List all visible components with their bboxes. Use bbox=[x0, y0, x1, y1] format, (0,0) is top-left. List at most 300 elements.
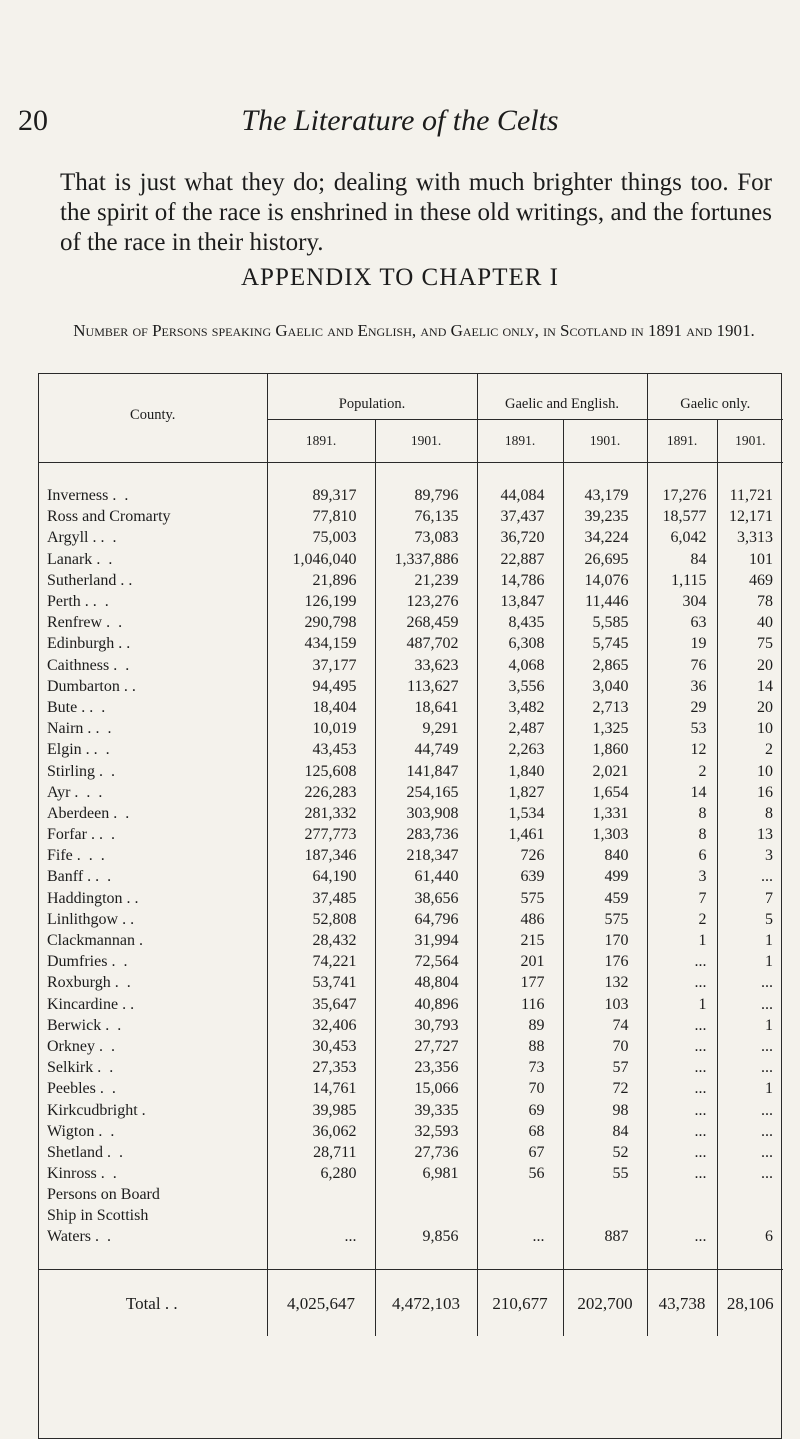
county-name: Sutherland . bbox=[47, 571, 125, 589]
body-paragraph: That is just what they do; dealing with much brighter things too. For the spirit of the race is enshrined in these old writings, and the fortunes of the race in their history. bbox=[60, 169, 772, 256]
gaelic-only-1901-cell: 101 bbox=[717, 549, 783, 570]
gaelic-only-1901-cell: ... bbox=[717, 994, 783, 1015]
county-name-line bbox=[47, 1226, 267, 1247]
gaelic-english-1891-cell: 639 bbox=[477, 866, 563, 887]
gaelic-only-1891-cell: ... bbox=[647, 951, 717, 972]
leader-dots: . bbox=[134, 889, 141, 907]
gaelic-only-1891-header: 1891. bbox=[647, 420, 717, 463]
gaelic-english-1891-cell: 36,720 bbox=[477, 527, 563, 548]
gaelic-only-1891-cell: ... bbox=[647, 1099, 717, 1120]
gaelic-only-1891-cell: 18,577 bbox=[647, 506, 717, 527]
population-1901-cell: 89,796 bbox=[375, 485, 477, 506]
table-row bbox=[39, 697, 783, 718]
table-row bbox=[39, 909, 783, 930]
total-gaelic-english-1901-cell: 202,700 bbox=[563, 1270, 647, 1337]
table-row bbox=[39, 951, 783, 972]
county-cell bbox=[39, 1036, 267, 1057]
population-1891-cell: 36,062 bbox=[267, 1121, 375, 1142]
county-header: County. bbox=[39, 374, 267, 463]
population-1891-cell: 21,896 bbox=[267, 570, 375, 591]
gaelic-only-1891-cell: 36 bbox=[647, 676, 717, 697]
leader-dots: . . bbox=[95, 868, 114, 886]
population-1901-cell: 18,641 bbox=[375, 697, 477, 718]
county-name: Waters bbox=[47, 1228, 92, 1246]
leader-dots: . . bbox=[113, 804, 132, 822]
gaelic-only-1891-cell: 84 bbox=[647, 549, 717, 570]
gaelic-english-1891-cell: 70 bbox=[477, 1078, 563, 1099]
gaelic-english-1901-cell: 1,303 bbox=[563, 824, 647, 845]
gaelic-only-1901-cell: 12,171 bbox=[717, 506, 783, 527]
table-row bbox=[39, 527, 783, 548]
gaelic-english-1891-cell: ... bbox=[477, 1184, 563, 1247]
population-1891-cell: 27,353 bbox=[267, 1057, 375, 1078]
gaelic-english-1891-header: 1891. bbox=[477, 420, 563, 463]
gaelic-english-1901-cell: 2,865 bbox=[563, 655, 647, 676]
county-name: Roxburgh bbox=[47, 974, 111, 992]
table-row bbox=[39, 1036, 783, 1057]
leader-dots: . . . bbox=[76, 847, 107, 865]
county-cell bbox=[39, 782, 267, 803]
table-row bbox=[39, 591, 783, 612]
gaelic-english-1901-cell: 103 bbox=[563, 994, 647, 1015]
table-row bbox=[39, 1142, 783, 1163]
population-1901-cell: 6,981 bbox=[375, 1163, 477, 1184]
county-cell bbox=[39, 591, 267, 612]
gaelic-only-1891-cell: 17,276 bbox=[647, 485, 717, 506]
population-1891-cell: 125,608 bbox=[267, 760, 375, 781]
gaelic-only-1891-cell: 2 bbox=[647, 760, 717, 781]
gaelic-only-1901-cell: 78 bbox=[717, 591, 783, 612]
gaelic-english-1901-cell: 3,040 bbox=[563, 676, 647, 697]
gaelic-english-1891-cell: 3,482 bbox=[477, 697, 563, 718]
gaelic-english-1901-cell: 5,745 bbox=[563, 633, 647, 654]
table-row bbox=[39, 633, 783, 654]
population-1901-cell: 141,847 bbox=[375, 760, 477, 781]
gaelic-english-1891-cell: 89 bbox=[477, 1015, 563, 1036]
county-cell bbox=[39, 1099, 267, 1120]
gaelic-only-1891-cell: ... bbox=[647, 1184, 717, 1247]
gaelic-only-1901-cell: 2 bbox=[717, 739, 783, 760]
population-1901-cell: 48,804 bbox=[375, 972, 477, 993]
total-population-1901-cell: 4,472,103 bbox=[375, 1270, 477, 1337]
county-cell bbox=[39, 612, 267, 633]
leader-dots: . bbox=[173, 1293, 180, 1313]
leader-dots: . . bbox=[98, 1122, 117, 1140]
leader-dots: . . bbox=[107, 1143, 125, 1161]
gaelic-english-1891-cell: 116 bbox=[477, 994, 563, 1015]
gaelic-only-1901-cell: 3 bbox=[717, 845, 783, 866]
gaelic-only-1901-cell: 10 bbox=[717, 760, 783, 781]
gaelic-english-1901-cell: 72 bbox=[563, 1078, 647, 1099]
gaelic-only-1901-cell: ... bbox=[717, 1057, 783, 1078]
population-1901-cell: 27,736 bbox=[375, 1142, 477, 1163]
gaelic-english-1891-cell: 2,263 bbox=[477, 739, 563, 760]
population-1901-cell: 283,736 bbox=[375, 824, 477, 845]
population-1901-cell: 21,239 bbox=[375, 570, 477, 591]
leader-dots: . . bbox=[100, 529, 119, 547]
population-1901-cell: 9,291 bbox=[375, 718, 477, 739]
county-cell bbox=[39, 485, 267, 506]
county-name: Fife bbox=[47, 847, 73, 865]
county-name: Peebles bbox=[47, 1080, 96, 1098]
total-row bbox=[39, 1270, 783, 1337]
gaelic-only-1891-cell: ... bbox=[647, 1121, 717, 1142]
gaelic-english-1901-cell: 499 bbox=[563, 866, 647, 887]
table-row bbox=[39, 824, 783, 845]
population-1891-cell: 30,453 bbox=[267, 1036, 375, 1057]
table-row bbox=[39, 1078, 783, 1099]
leader-dots: . . . bbox=[74, 783, 105, 801]
population-1891-cell: 64,190 bbox=[267, 866, 375, 887]
population-header: Population. bbox=[267, 374, 477, 420]
gaelic-only-1901-cell: 10 bbox=[717, 718, 783, 739]
leader-dots: . . bbox=[100, 1165, 119, 1183]
gaelic-english-1891-cell: 1,461 bbox=[477, 824, 563, 845]
gaelic-only-1891-cell: 6 bbox=[647, 845, 717, 866]
table-row bbox=[39, 930, 783, 951]
population-1891-cell: 52,808 bbox=[267, 909, 375, 930]
gaelic-english-1891-cell: 1,840 bbox=[477, 760, 563, 781]
population-1891-cell: 14,761 bbox=[267, 1078, 375, 1099]
county-cell bbox=[39, 655, 267, 676]
population-1891-cell: 39,985 bbox=[267, 1099, 375, 1120]
gaelic-english-1901-cell: 11,446 bbox=[563, 591, 647, 612]
gaelic-english-1901-cell: 34,224 bbox=[563, 527, 647, 548]
county-name: Clackmannan bbox=[47, 932, 135, 950]
gaelic-only-1901-cell: 13 bbox=[717, 824, 783, 845]
leader-dots: . bbox=[128, 571, 135, 589]
population-1891-cell: 37,177 bbox=[267, 655, 375, 676]
page-header bbox=[0, 104, 800, 144]
gaelic-only-1891-cell: 7 bbox=[647, 888, 717, 909]
gaelic-english-1891-cell: 14,786 bbox=[477, 570, 563, 591]
gaelic-english-1901-cell: 575 bbox=[563, 909, 647, 930]
county-cell bbox=[39, 1142, 267, 1163]
population-1891-cell: 32,406 bbox=[267, 1015, 375, 1036]
gaelic-only-1901-cell: 40 bbox=[717, 612, 783, 633]
county-cell bbox=[39, 866, 267, 887]
population-1901-cell: 218,347 bbox=[375, 845, 477, 866]
gaelic-only-1891-cell: 14 bbox=[647, 782, 717, 803]
gaelic-english-1901-cell: 1,331 bbox=[563, 803, 647, 824]
county-name: Caithness bbox=[47, 656, 110, 674]
county-cell bbox=[39, 994, 267, 1015]
population-1891-header: 1891. bbox=[267, 420, 375, 463]
gaelic-only-1901-cell: 20 bbox=[717, 697, 783, 718]
gaelic-only-1891-cell: 29 bbox=[647, 697, 717, 718]
county-cell bbox=[39, 570, 267, 591]
gaelic-english-1891-cell: 44,084 bbox=[477, 485, 563, 506]
table-caption: Number of Persons speaking Gaelic and English, and Gaelic only, in Scotland in 1891 and 1901. bbox=[73, 321, 755, 340]
county-name: Forfar . bbox=[47, 826, 95, 844]
county-name: Ross and Cromarty bbox=[47, 508, 171, 526]
gaelic-only-1891-cell: 3 bbox=[647, 866, 717, 887]
gaelic-english-1891-cell: 4,068 bbox=[477, 655, 563, 676]
leader-dots: . . bbox=[98, 826, 117, 844]
leader-dots: . . bbox=[89, 698, 108, 716]
county-cell bbox=[39, 527, 267, 548]
table-row bbox=[39, 1163, 783, 1184]
population-1891-cell: 290,798 bbox=[267, 612, 375, 633]
table-row bbox=[39, 739, 783, 760]
gaelic-english-1901-cell: 2,021 bbox=[563, 760, 647, 781]
table-row bbox=[39, 506, 783, 527]
gaelic-only-1891-cell: ... bbox=[647, 1057, 717, 1078]
population-1891-cell: 94,495 bbox=[267, 676, 375, 697]
county-cell bbox=[39, 549, 267, 570]
gaelic-english-1891-cell: 2,487 bbox=[477, 718, 563, 739]
gaelic-only-1901-cell: 11,721 bbox=[717, 485, 783, 506]
population-1901-cell: 15,066 bbox=[375, 1078, 477, 1099]
gaelic-english-1901-cell: 55 bbox=[563, 1163, 647, 1184]
gaelic-english-1891-cell: 486 bbox=[477, 909, 563, 930]
gaelic-english-1901-cell: 887 bbox=[563, 1184, 647, 1247]
county-cell bbox=[39, 951, 267, 972]
gaelic-only-1901-cell: 1 bbox=[717, 951, 783, 972]
county-name: Kinross bbox=[47, 1165, 97, 1183]
gaelic-only-1891-cell: ... bbox=[647, 1078, 717, 1099]
gaelic-only-1901-cell: 16 bbox=[717, 782, 783, 803]
population-1901-cell: 31,994 bbox=[375, 930, 477, 951]
population-1891-cell: 75,003 bbox=[267, 527, 375, 548]
gaelic-only-1891-cell: ... bbox=[647, 1163, 717, 1184]
county-cell bbox=[39, 909, 267, 930]
population-1901-cell: 9,856 bbox=[375, 1184, 477, 1247]
county-name: Kirkcudbright bbox=[47, 1101, 138, 1119]
gaelic-only-1901-cell: 1 bbox=[717, 1015, 783, 1036]
leader-dots: . . bbox=[95, 720, 114, 738]
leader-dots: . bbox=[131, 677, 138, 695]
total-label-cell bbox=[39, 1270, 267, 1337]
gaelic-only-1891-cell: 53 bbox=[647, 718, 717, 739]
table-row bbox=[39, 1121, 783, 1142]
gaelic-only-1901-cell: ... bbox=[717, 972, 783, 993]
table-row bbox=[39, 1057, 783, 1078]
county-cell bbox=[39, 972, 267, 993]
gaelic-english-header: Gaelic and English. bbox=[477, 374, 647, 420]
gaelic-english-1891-cell: 726 bbox=[477, 845, 563, 866]
county-cell bbox=[39, 888, 267, 909]
table-row bbox=[39, 782, 783, 803]
table-row-board-ship bbox=[39, 1184, 783, 1247]
leader-dots: . . bbox=[97, 1059, 116, 1077]
county-name: Berwick bbox=[47, 1016, 102, 1034]
county-name: Banff . bbox=[47, 868, 92, 886]
population-1901-cell: 27,727 bbox=[375, 1036, 477, 1057]
population-1901-cell: 40,896 bbox=[375, 994, 477, 1015]
table-row bbox=[39, 718, 783, 739]
county-cell bbox=[39, 1163, 267, 1184]
gaelic-only-1891-cell: 76 bbox=[647, 655, 717, 676]
county-name: Elgin . bbox=[47, 741, 90, 759]
leader-dots: . . bbox=[114, 974, 133, 992]
gaelic-only-1891-cell: 8 bbox=[647, 824, 717, 845]
gaelic-only-1901-cell: ... bbox=[717, 1121, 783, 1142]
table-body bbox=[39, 463, 783, 1337]
gaelic-english-1891-cell: 69 bbox=[477, 1099, 563, 1120]
table-row bbox=[39, 888, 783, 909]
table-row bbox=[39, 1015, 783, 1036]
population-1891-cell: 37,485 bbox=[267, 888, 375, 909]
population-1901-cell: 30,793 bbox=[375, 1015, 477, 1036]
population-1891-cell: 226,283 bbox=[267, 782, 375, 803]
county-name-line: Persons on Board bbox=[47, 1186, 160, 1204]
page-number: 20 bbox=[18, 104, 48, 137]
population-1891-cell: 434,159 bbox=[267, 633, 375, 654]
county-name: Stirling bbox=[47, 762, 96, 780]
gaelic-english-1891-cell: 215 bbox=[477, 930, 563, 951]
total-label: Total . bbox=[125, 1293, 170, 1313]
county-name: Wigton bbox=[47, 1122, 95, 1140]
population-1901-cell: 76,135 bbox=[375, 506, 477, 527]
county-cell bbox=[39, 845, 267, 866]
gaelic-only-1891-cell: 1 bbox=[647, 994, 717, 1015]
gaelic-english-1891-cell: 88 bbox=[477, 1036, 563, 1057]
gaelic-english-1891-cell: 73 bbox=[477, 1057, 563, 1078]
gaelic-only-1901-cell: 1 bbox=[717, 1078, 783, 1099]
population-1891-cell: 6,280 bbox=[267, 1163, 375, 1184]
county-name: Nairn . bbox=[47, 720, 92, 738]
population-1891-cell: 10,019 bbox=[267, 718, 375, 739]
leader-dots: . bbox=[138, 932, 145, 950]
gaelic-english-1901-cell: 840 bbox=[563, 845, 647, 866]
gaelic-only-1891-cell: ... bbox=[647, 1036, 717, 1057]
gaelic-only-1901-cell: ... bbox=[717, 1099, 783, 1120]
population-1901-cell: 303,908 bbox=[375, 803, 477, 824]
gaelic-english-1901-cell: 39,235 bbox=[563, 506, 647, 527]
total-gaelic-english-1891-cell: 210,677 bbox=[477, 1270, 563, 1337]
gaelic-only-1891-cell: ... bbox=[647, 972, 717, 993]
population-1901-header: 1901. bbox=[375, 420, 477, 463]
county-name: Perth . bbox=[47, 593, 89, 611]
county-cell bbox=[39, 1121, 267, 1142]
population-1901-cell: 33,623 bbox=[375, 655, 477, 676]
county-name: Linlithgow . bbox=[47, 910, 127, 928]
population-1891-cell: 28,432 bbox=[267, 930, 375, 951]
gaelic-only-1901-cell: 3,313 bbox=[717, 527, 783, 548]
population-1901-cell: 44,749 bbox=[375, 739, 477, 760]
population-1891-cell: 43,453 bbox=[267, 739, 375, 760]
gaelic-english-1891-cell: 22,887 bbox=[477, 549, 563, 570]
county-name: Edinburgh . bbox=[47, 635, 123, 653]
county-name-line: Ship in Scottish bbox=[47, 1207, 149, 1225]
leader-dots: . bbox=[141, 1101, 148, 1119]
total-gaelic-only-1901-cell: 28,106 bbox=[717, 1270, 783, 1337]
gaelic-english-1891-cell: 13,847 bbox=[477, 591, 563, 612]
county-name: Haddington . bbox=[47, 889, 131, 907]
leader-dots: . . bbox=[96, 550, 115, 568]
county-name: Renfrew bbox=[47, 614, 103, 632]
table-row bbox=[39, 1099, 783, 1120]
gaelic-english-1891-cell: 6,308 bbox=[477, 633, 563, 654]
county-name: Argyll . bbox=[47, 529, 97, 547]
appendix-title: APPENDIX TO CHAPTER I bbox=[240, 264, 560, 291]
gaelic-english-1901-header: 1901. bbox=[563, 420, 647, 463]
population-1891-cell: 281,332 bbox=[267, 803, 375, 824]
leader-dots: . . bbox=[95, 1228, 114, 1246]
gaelic-english-1901-cell: 14,076 bbox=[563, 570, 647, 591]
population-1901-cell: 487,702 bbox=[375, 633, 477, 654]
gaelic-only-1891-cell: ... bbox=[647, 1015, 717, 1036]
leader-dots: . . bbox=[99, 762, 118, 780]
table-row bbox=[39, 803, 783, 824]
gaelic-english-1901-cell: 5,585 bbox=[563, 612, 647, 633]
running-title: The Literature of the Celts bbox=[241, 104, 559, 137]
population-1891-cell: 74,221 bbox=[267, 951, 375, 972]
gaelic-english-1901-cell: 132 bbox=[563, 972, 647, 993]
population-1901-cell: 32,593 bbox=[375, 1121, 477, 1142]
spacer-row bbox=[39, 463, 783, 486]
leader-dots: . bbox=[130, 995, 137, 1013]
spacer-row bbox=[39, 1247, 783, 1270]
population-1901-cell: 39,335 bbox=[375, 1099, 477, 1120]
gaelic-english-1891-cell: 3,556 bbox=[477, 676, 563, 697]
gaelic-english-1891-cell: 1,827 bbox=[477, 782, 563, 803]
table-row bbox=[39, 676, 783, 697]
gaelic-only-1901-cell: ... bbox=[717, 1036, 783, 1057]
county-cell bbox=[39, 803, 267, 824]
population-1901-cell: 72,564 bbox=[375, 951, 477, 972]
gaelic-only-1901-cell: 469 bbox=[717, 570, 783, 591]
gaelic-english-1901-cell: 70 bbox=[563, 1036, 647, 1057]
table-row bbox=[39, 549, 783, 570]
gaelic-english-1901-cell: 98 bbox=[563, 1099, 647, 1120]
gaelic-only-1901-cell: ... bbox=[717, 1142, 783, 1163]
gaelic-english-1901-cell: 170 bbox=[563, 930, 647, 951]
gaelic-english-1901-cell: 26,695 bbox=[563, 549, 647, 570]
gaelic-english-1891-cell: 201 bbox=[477, 951, 563, 972]
leader-dots: . . bbox=[98, 1037, 117, 1055]
population-1891-cell: 35,647 bbox=[267, 994, 375, 1015]
population-1901-cell: 61,440 bbox=[375, 866, 477, 887]
population-1891-cell: 77,810 bbox=[267, 506, 375, 527]
gaelic-english-1891-cell: 177 bbox=[477, 972, 563, 993]
population-1891-cell: 89,317 bbox=[267, 485, 375, 506]
county-cell bbox=[39, 930, 267, 951]
county-name: Ayr bbox=[47, 783, 71, 801]
gaelic-only-1901-cell: 75 bbox=[717, 633, 783, 654]
gaelic-only-1891-cell: 8 bbox=[647, 803, 717, 824]
leader-dots: . . bbox=[99, 1080, 118, 1098]
population-1891-cell: ... bbox=[267, 1184, 375, 1247]
population-1901-cell: 38,656 bbox=[375, 888, 477, 909]
gaelic-only-1891-cell: 6,042 bbox=[647, 527, 717, 548]
gaelic-english-1901-cell: 1,654 bbox=[563, 782, 647, 803]
table-row bbox=[39, 655, 783, 676]
gaelic-only-1891-cell: 19 bbox=[647, 633, 717, 654]
gaelic-english-1891-cell: 1,534 bbox=[477, 803, 563, 824]
population-1891-cell: 1,046,040 bbox=[267, 549, 375, 570]
population-1901-cell: 1,337,886 bbox=[375, 549, 477, 570]
population-1891-cell: 28,711 bbox=[267, 1142, 375, 1163]
gaelic-english-1901-cell: 84 bbox=[563, 1121, 647, 1142]
gaelic-english-1901-cell: 74 bbox=[563, 1015, 647, 1036]
county-cell bbox=[39, 739, 267, 760]
leader-dots: . bbox=[126, 635, 133, 653]
gaelic-only-1901-cell: 7 bbox=[717, 888, 783, 909]
gaelic-only-1901-cell: 20 bbox=[717, 655, 783, 676]
gaelic-english-1901-cell: 52 bbox=[563, 1142, 647, 1163]
county-cell bbox=[39, 676, 267, 697]
gaelic-english-1901-cell: 1,860 bbox=[563, 739, 647, 760]
gaelic-only-1901-cell: ... bbox=[717, 866, 783, 887]
population-1901-cell: 268,459 bbox=[375, 612, 477, 633]
population-1901-cell: 123,276 bbox=[375, 591, 477, 612]
gaelic-only-1891-cell: 2 bbox=[647, 909, 717, 930]
county-cell bbox=[39, 1015, 267, 1036]
county-cell bbox=[39, 1078, 267, 1099]
gaelic-english-1901-cell: 43,179 bbox=[563, 485, 647, 506]
